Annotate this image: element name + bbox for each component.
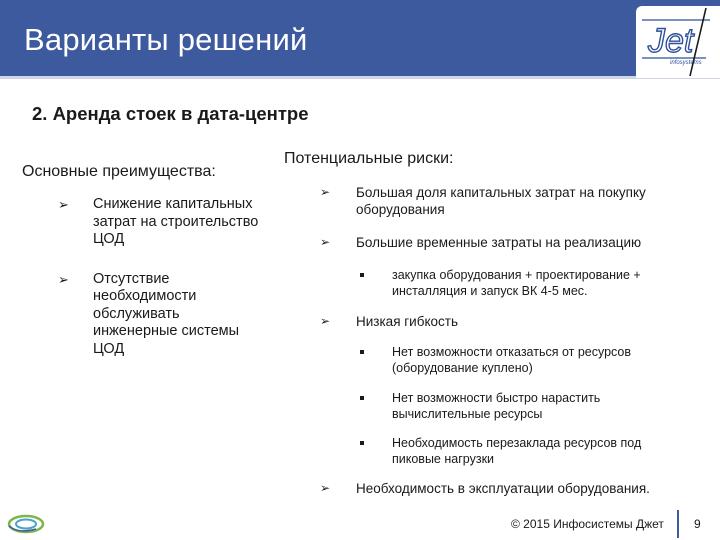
arrow-bullet-icon: ➢ [320,235,331,249]
risks-heading: Потенциальные риски: [284,150,454,167]
square-bullet-icon [360,273,364,277]
risk-subitem: Необходимость перезаклада ресурсов под пиковые нагрузки [392,436,642,466]
swirl-logo-icon [6,512,46,536]
header-divider [0,76,720,79]
jet-logo [636,6,720,78]
logo-text: Jet [648,22,694,60]
risk-subitem: Нет возможности отказаться от ресурсов (оборудование куплено) [392,345,632,375]
slide-subtitle: 2. Аренда стоек в дата-центре [32,103,309,124]
logo-subtext: infosystems [670,60,702,66]
risk-subitem: закупка оборудования + проектирование + инсталляция и запуск ВК 4-5 мес. [392,268,641,298]
risk-item: Большая доля капитальных затрат на покупку оборудования [356,185,646,217]
slide-title: Варианты решений [24,22,308,57]
page-number: 9 [694,517,701,531]
risk-subitem: Нет возможности быстро нарастить вычислительные ресурсы [392,391,601,421]
arrow-bullet-icon: ➢ [58,197,69,212]
risk-item: Низкая гибкость [356,314,458,329]
footer-divider [677,510,679,538]
risk-item: Необходимость в эксплуатации оборудования. [356,481,650,496]
square-bullet-icon [360,396,364,400]
list-item [58,196,268,249]
advantage-text: Отсутствие необходимости обслуживать инженерные системы ЦОД [93,270,240,357]
advantages-heading: Основные преимущества: [22,163,216,180]
arrow-bullet-icon: ➢ [320,481,331,495]
arrow-bullet-icon: ➢ [320,185,331,199]
footer-logo [6,512,46,540]
arrow-bullet-icon: ➢ [320,314,331,328]
advantages-list [58,196,268,380]
advantage-text: Снижение капитальных затрат на строительство ЦОД [93,196,259,247]
copyright-text: © 2015 Инфосистемы Джет [511,517,664,531]
list-item [58,271,268,359]
risk-item: Большие временные затраты на реализацию [356,235,642,250]
arrow-bullet-icon: ➢ [58,271,69,287]
slide-header [0,0,720,76]
square-bullet-icon [360,350,364,354]
square-bullet-icon [360,441,364,445]
jet-logo-icon [636,6,720,78]
